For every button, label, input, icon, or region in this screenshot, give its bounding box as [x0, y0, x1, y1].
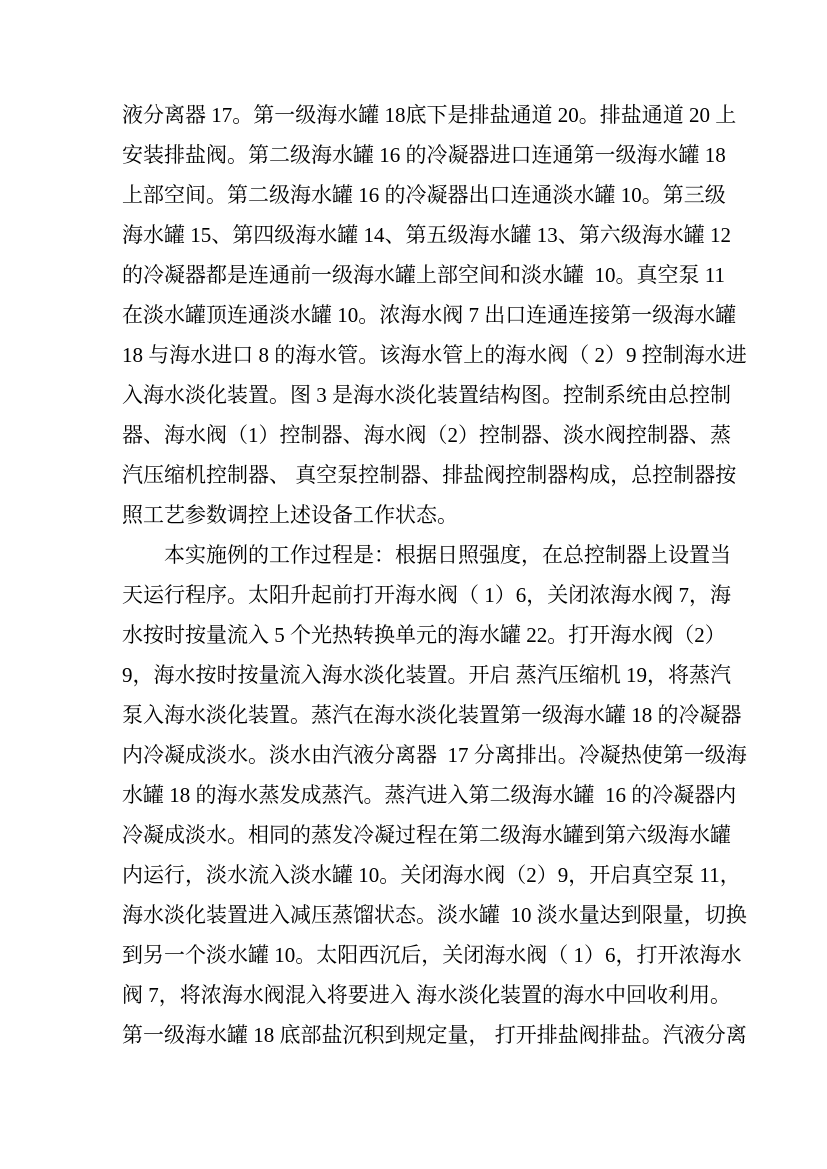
text-line: 入海水淡化装置。图 3 是海水淡化装置结构图。控制系统由总控制 — [122, 383, 731, 407]
text-line: 的冷凝器都是连通前一级海水罐上部空间和淡水罐 10。真空泵 11 — [122, 263, 725, 287]
text-line: 第一级海水罐 18 底部盐沉积到规定量， 打开排盐阀排盐。汽液分离 — [122, 1023, 747, 1047]
text-line: 到另一个淡水罐 10。太阳西沉后，关闭海水阀（ 1）6，打开浓海水 — [122, 943, 742, 967]
text-line: 汽压缩机控制器、 真空泵控制器、排盐阀控制器构成，总控制器按 — [122, 463, 737, 487]
text-line: 18 与海水进口 8 的海水管。该海水管上的海水阀（ 2）9 控制海水进 — [122, 343, 747, 367]
page-text — [122, 95, 762, 1055]
text-line: 冷凝成淡水。相同的蒸发冷凝过程在第二级海水罐到第六级海水罐 — [122, 823, 731, 847]
text-line: 水罐 18 的海水蒸发成蒸汽。蒸汽进入第二级海水罐 16 的冷凝器内 — [122, 783, 737, 807]
text-line: 安装排盐阀。第二级海水罐 16 的冷凝器进口连通第一级海水罐 18 — [122, 143, 726, 167]
text-line: 器、海水阀（1）控制器、海水阀（2）控制器、淡水阀控制器、蒸 — [122, 423, 731, 447]
text-line: 水按时按量流入 5 个光热转换单元的海水罐 22。打开海水阀（2） — [122, 623, 726, 647]
text-line: 液分离器 17。第一级海水罐 18底下是排盐通道 20。排盐通道 20 上 — [122, 103, 737, 127]
text-line: 泵入海水淡化装置。蒸汽在海水淡化装置第一级海水罐 18 的冷凝器 — [122, 703, 742, 727]
text-line: 海水淡化装置进入减压蒸馏状态。淡水罐 10 淡水量达到限量，切换 — [122, 903, 747, 927]
text-line: 内运行，淡水流入淡水罐 10。关闭海水阀（2）9，开启真空泵 11， — [122, 863, 741, 887]
text-line: 天运行程序。太阳升起前打开海水阀（ 1）6，关闭浓海水阀 7，海 — [122, 583, 731, 607]
text-line: 阀 7，将浓海水阀混入将要进入 海水淡化装置的海水中回收利用。 — [122, 983, 731, 1007]
text-line: 上部空间。第二级海水罐 16 的冷凝器出口连通淡水罐 10。第三级 — [122, 183, 726, 207]
text-line: 本实施例的工作过程是：根据日照强度，在总控制器上设置当 — [122, 543, 731, 567]
text-line: 海水罐 15、第四级海水罐 14、第五级海水罐 13、第六级海水罐 12 — [122, 223, 731, 247]
text-line: 照工艺参数调控上述设备工作状态。 — [122, 503, 458, 527]
text-line: 在淡水罐顶连通淡水罐 10。浓海水阀 7 出口连通连接第一级海水罐 — [122, 303, 737, 327]
text-line: 9，海水按时按量流入海水淡化装置。开启 蒸汽压缩机 19，将蒸汽 — [122, 663, 731, 687]
text-line: 内冷凝成淡水。淡水由汽液分离器 17 分离排出。冷凝热使第一级海 — [122, 743, 747, 767]
